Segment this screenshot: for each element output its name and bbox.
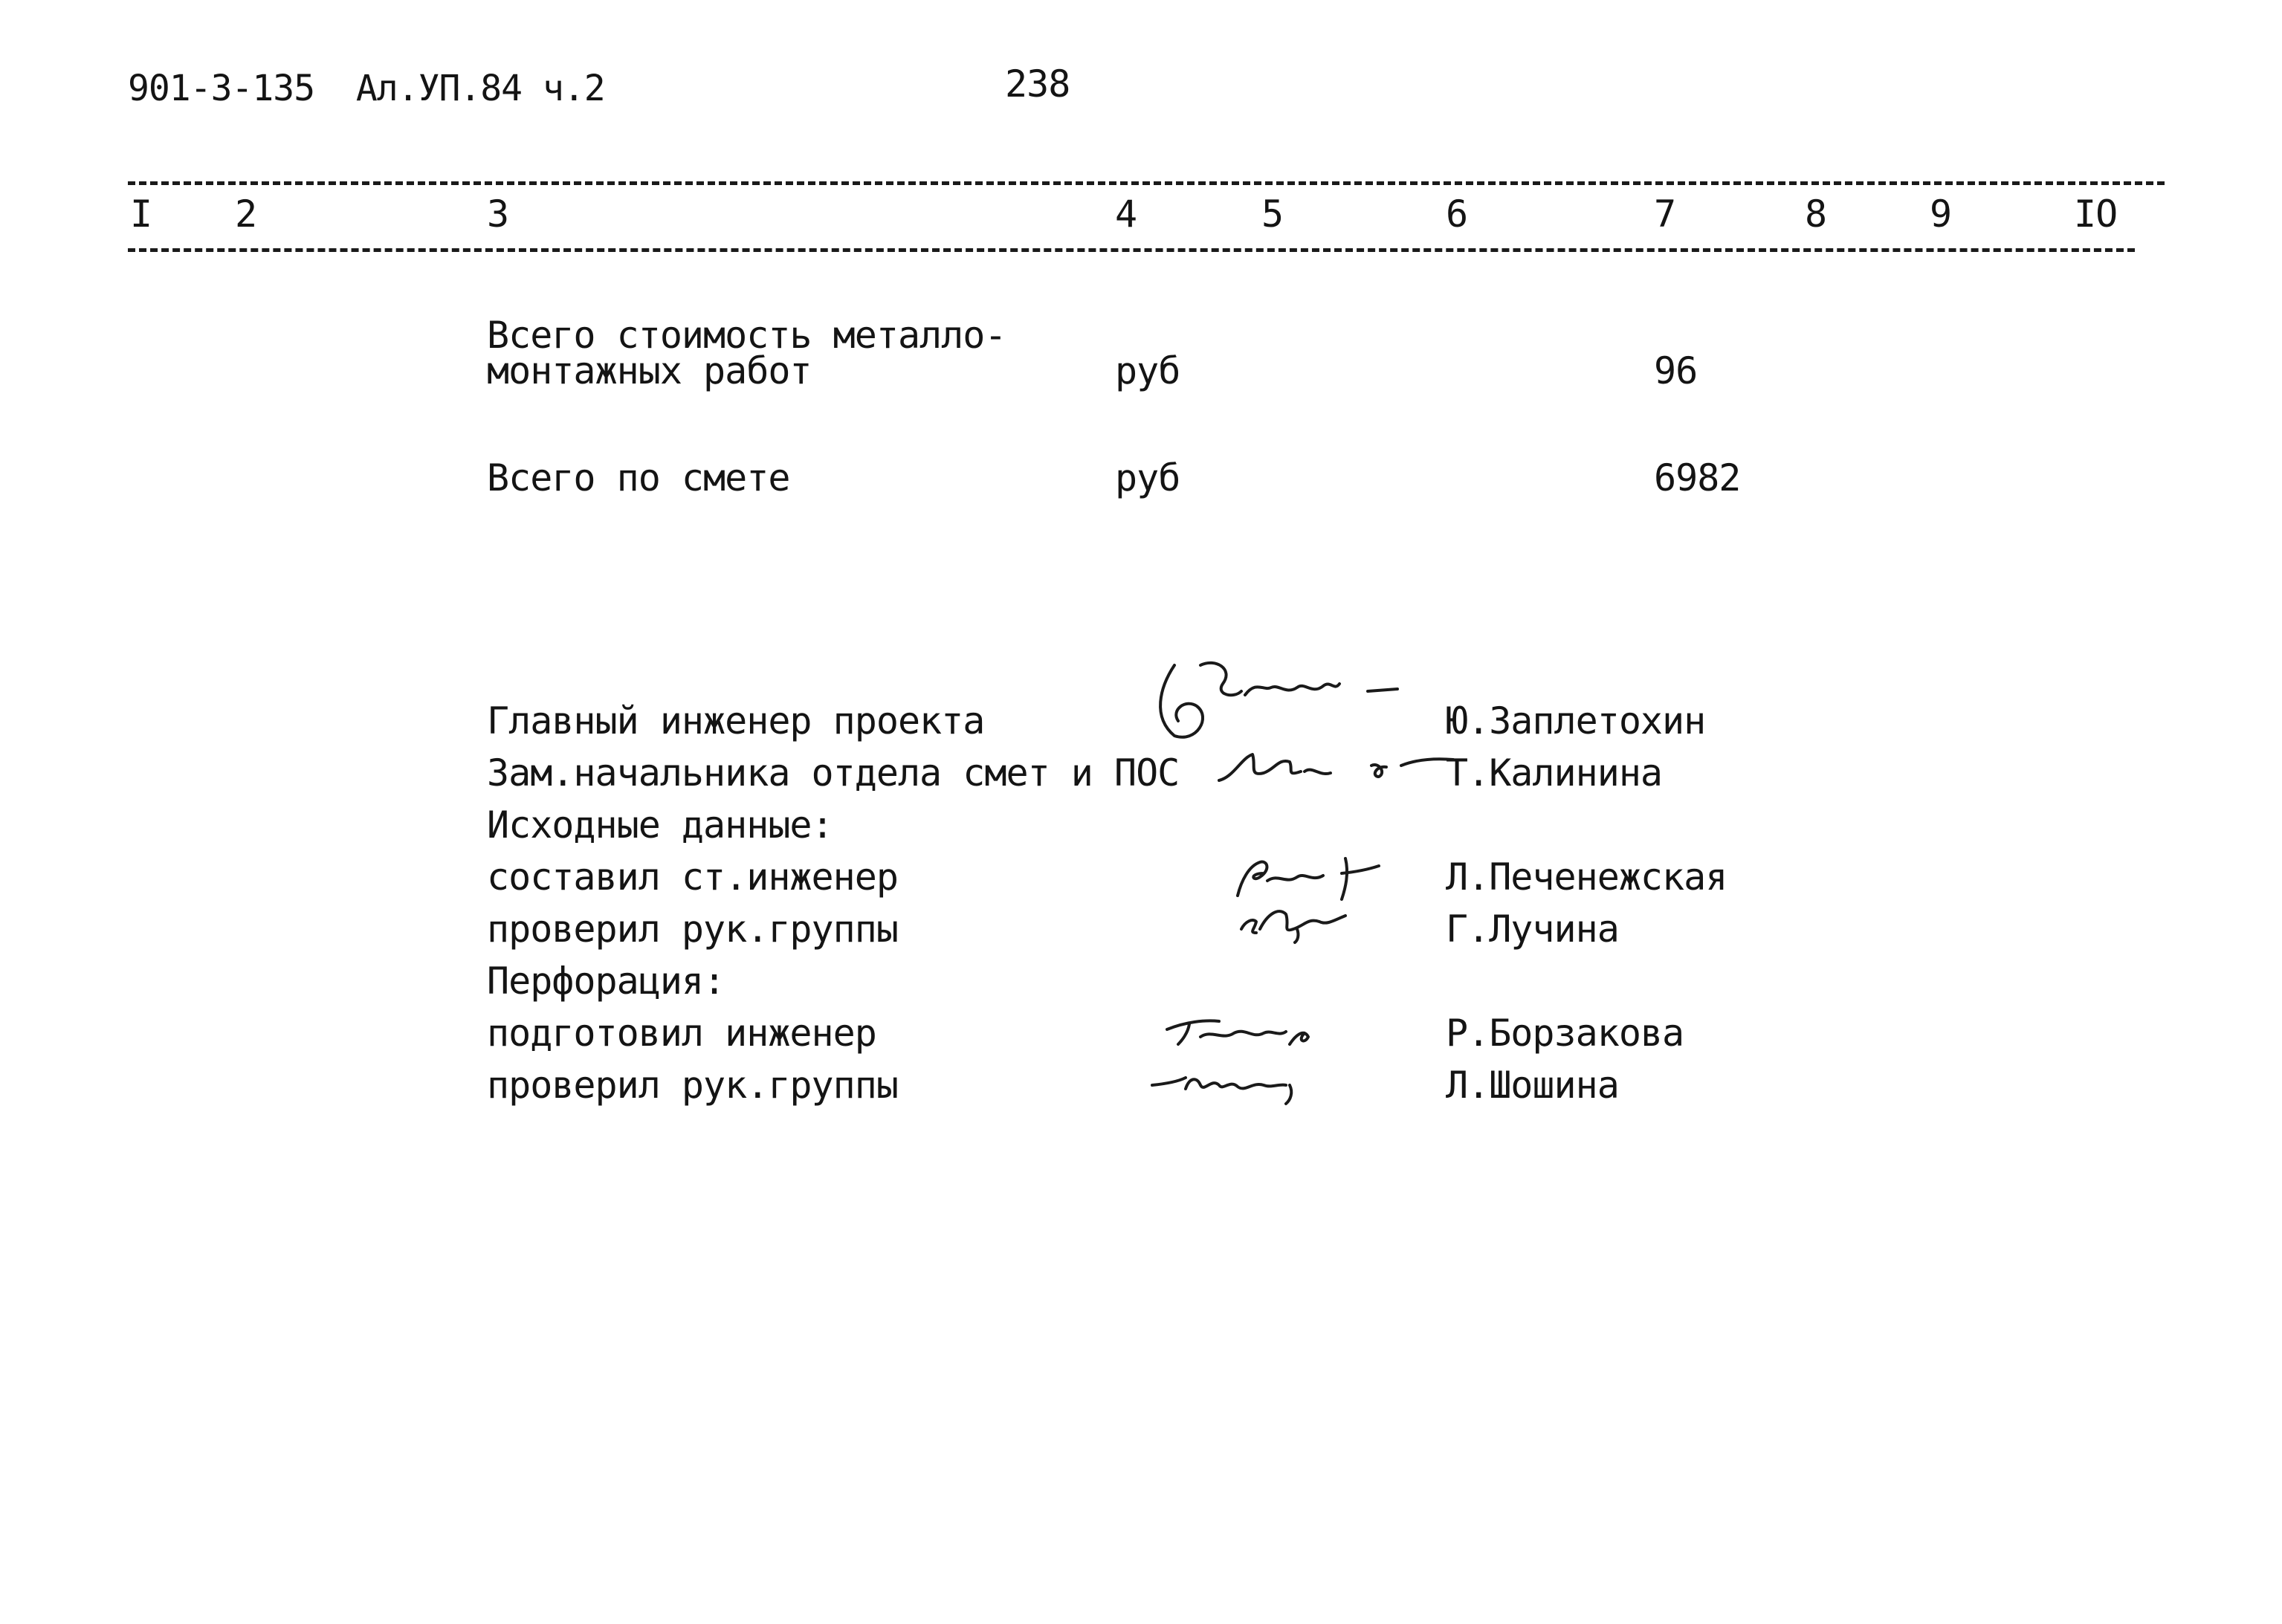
deputy-head-name: Т.Калинина	[1446, 751, 1663, 795]
total-estimate-unit: руб	[1115, 456, 1180, 499]
column-number-7: 7	[1654, 193, 1676, 236]
perforation-heading: Перфорация:	[487, 960, 725, 1003]
chief-engineer-name: Ю.Заплетохин	[1446, 699, 1706, 743]
column-number-8: 8	[1805, 193, 1827, 236]
column-number-6: 6	[1446, 193, 1468, 236]
preparer-role: подготовил инженер	[487, 1012, 876, 1055]
preparer-name: Р.Борзакова	[1446, 1012, 1684, 1055]
column-number-5: 5	[1261, 193, 1284, 236]
total-estimate-value: 6982	[1654, 456, 1741, 499]
table-header-bottom-rule	[128, 248, 2135, 252]
column-number-1: I	[130, 193, 152, 236]
column-number-9: 9	[1930, 193, 1952, 236]
column-number-2: 2	[235, 193, 257, 236]
deputy-head-signature	[1212, 743, 1457, 788]
checker-role: проверил рук.группы	[487, 908, 898, 951]
total-metal-works-label-line2: монтажных работ	[487, 349, 812, 392]
table-header-top-rule	[128, 181, 2165, 185]
compiler-role: составил ст.инженер	[487, 855, 898, 899]
checker-signature	[1234, 899, 1383, 944]
document-code: 901-3-135 Ал.УП.84 ч.2	[128, 68, 605, 109]
total-metal-works-label-line1: Всего стоимость металло-	[487, 314, 1006, 357]
preparer-signature	[1160, 1011, 1338, 1055]
deputy-head-role: Зам.начальника отдела смет и ПОС	[487, 751, 1180, 795]
column-number-4: 4	[1115, 193, 1137, 236]
compiler-name: Л.Печенежская	[1446, 855, 1727, 899]
chief-engineer-role: Главный инженер проекта	[487, 699, 985, 743]
total-estimate-label: Всего по смете	[487, 456, 790, 499]
chief-engineer-signature	[1145, 650, 1412, 747]
page-number: 238	[1005, 62, 1070, 106]
perforation-checker-signature	[1145, 1063, 1323, 1107]
column-number-10: IO	[2074, 193, 2118, 236]
compiler-signature	[1226, 851, 1390, 907]
total-metal-works-value: 96	[1654, 349, 1698, 392]
checker-name: Г.Лучина	[1446, 908, 1619, 951]
perforation-checker-name: Л.Шошина	[1446, 1064, 1619, 1107]
total-metal-works-unit: руб	[1115, 349, 1180, 392]
perforation-checker-role: проверил рук.группы	[487, 1064, 898, 1107]
source-data-heading: Исходные данные:	[487, 803, 833, 847]
column-number-3: 3	[487, 193, 509, 236]
